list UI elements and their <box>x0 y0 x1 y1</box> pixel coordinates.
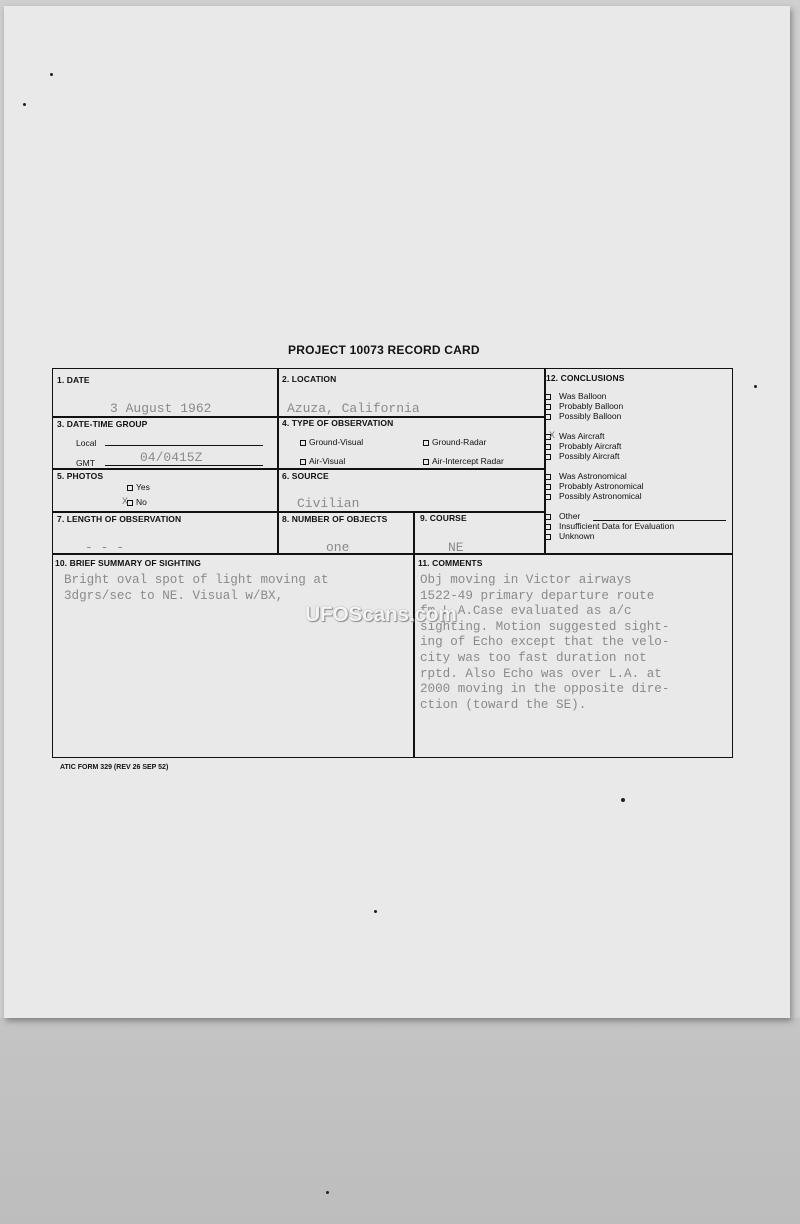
date-value: 3 August 1962 <box>110 401 212 416</box>
checkbox-checked <box>122 496 133 508</box>
divider <box>53 511 544 513</box>
conclusion-unknown: Unknown <box>545 531 594 541</box>
air-intercept-radar-option: Air-Intercept Radar <box>423 456 504 466</box>
number-of-objects-label: 8. NUMBER OF OBJECTS <box>282 514 388 524</box>
checkbox <box>545 394 551 400</box>
checkbox <box>545 474 551 480</box>
dust-speck <box>754 385 757 388</box>
number-of-objects-value: one <box>326 540 350 555</box>
conclusion-was-astronomical: Was Astronomical <box>545 471 627 481</box>
checkbox <box>545 404 551 410</box>
brief-summary-label: 10. BRIEF SUMMARY OF SIGHTING <box>55 558 201 568</box>
checkbox <box>545 484 551 490</box>
dust-speck <box>326 1191 329 1194</box>
checkbox <box>545 524 551 530</box>
watermark: UFOScans.com <box>305 603 457 626</box>
checkbox-mark: X <box>549 430 556 442</box>
local-label: Local <box>76 438 97 448</box>
dust-speck <box>621 798 625 802</box>
comments-line: rptd. Also Echo was over L.A. at <box>420 666 662 681</box>
length-of-observation-value: - - - <box>85 540 125 555</box>
form-number: ATIC FORM 329 (REV 26 SEP 52) <box>60 764 169 771</box>
conclusion-possibly-astronomical: Possibly Astronomical <box>545 491 642 501</box>
checkbox <box>300 459 306 465</box>
background-surface <box>0 1018 800 1224</box>
conclusion-probably-aircraft: Probably Aircraft <box>545 441 621 451</box>
location-label: 2. LOCATION <box>282 374 337 384</box>
checkbox <box>545 414 551 420</box>
comments-line: 1522-49 primary departure route <box>420 588 655 603</box>
conclusion-other: Other <box>545 511 580 521</box>
brief-summary-text <box>64 573 329 604</box>
comments-line: sighting. Motion suggested sight- <box>420 619 670 634</box>
gmt-value: 04/0415Z <box>140 450 203 465</box>
local-underline <box>105 445 263 446</box>
checkbox <box>300 440 306 446</box>
conclusion-was-aircraft: X Was Aircraft <box>545 431 605 441</box>
checkbox <box>545 494 551 500</box>
divider <box>413 511 415 757</box>
air-visual-option: Air-Visual <box>300 456 345 466</box>
divider <box>53 553 732 555</box>
checkbox <box>423 440 429 446</box>
date-time-group-label: 3. DATE-TIME GROUP <box>57 419 148 429</box>
comments-line: city was too fast duration not <box>420 650 647 665</box>
comments-line: Obj moving in Victor airways <box>420 573 632 587</box>
conclusions-label: 12. CONCLUSIONS <box>546 373 625 383</box>
comments-line: fm L.A.Case evaluated as a/c <box>420 604 632 619</box>
checkbox <box>127 485 133 491</box>
summary-line: Bright oval spot of light moving at <box>64 573 329 587</box>
conclusion-possibly-balloon: Possibly Balloon <box>545 411 621 421</box>
checkbox <box>545 534 551 540</box>
conclusion-probably-astronomical: Probably Astronomical <box>545 481 644 491</box>
comments-line: ing of Echo except that the velo- <box>420 635 670 650</box>
source-label: 6. SOURCE <box>282 471 329 481</box>
comments-line: 2000 moving in the opposite dire- <box>420 682 670 697</box>
ground-radar-option: Ground-Radar <box>423 437 486 447</box>
checkbox <box>423 459 429 465</box>
length-of-observation-label: 7. LENGTH OF OBSERVATION <box>57 514 182 524</box>
type-of-observation-label: 4. TYPE OF OBSERVATION <box>282 418 394 428</box>
comments-label: 11. COMMENTS <box>418 558 483 568</box>
checkbox <box>545 514 551 520</box>
conclusion-insufficient-data: Insufficient Data for Evaluation <box>545 521 674 531</box>
checkbox-mark: X <box>122 496 129 508</box>
comments-text <box>420 573 669 713</box>
checkbox <box>545 454 551 460</box>
gmt-underline <box>105 465 263 466</box>
photos-label: 5. PHOTOS <box>57 471 104 481</box>
date-label: 1. DATE <box>57 375 90 385</box>
photos-no-option: X No <box>122 496 147 508</box>
dust-speck <box>23 103 26 106</box>
conclusion-was-balloon: Was Balloon <box>545 391 606 401</box>
conclusion-possibly-aircraft: Possibly Aircraft <box>545 451 619 461</box>
location-value: Azuza, California <box>287 401 420 416</box>
card-title: PROJECT 10073 RECORD CARD <box>288 343 480 357</box>
conclusion-probably-balloon: Probably Balloon <box>545 401 623 411</box>
checkbox <box>545 444 551 450</box>
photos-yes-option: Yes <box>127 482 150 492</box>
checkbox-checked <box>545 430 556 442</box>
course-value: NE <box>448 540 464 555</box>
ground-visual-option: Ground-Visual <box>300 437 363 447</box>
dust-speck <box>50 73 53 76</box>
divider <box>53 468 544 470</box>
course-label: 9. COURSE <box>420 513 467 523</box>
comments-line: ction (toward the SE). <box>420 697 587 712</box>
summary-line: 3dgrs/sec to NE. Visual w/BX, <box>64 588 284 603</box>
dust-speck <box>374 910 377 913</box>
divider <box>277 369 279 553</box>
gmt-label: GMT <box>76 458 95 468</box>
source-value: Civilian <box>297 496 360 511</box>
